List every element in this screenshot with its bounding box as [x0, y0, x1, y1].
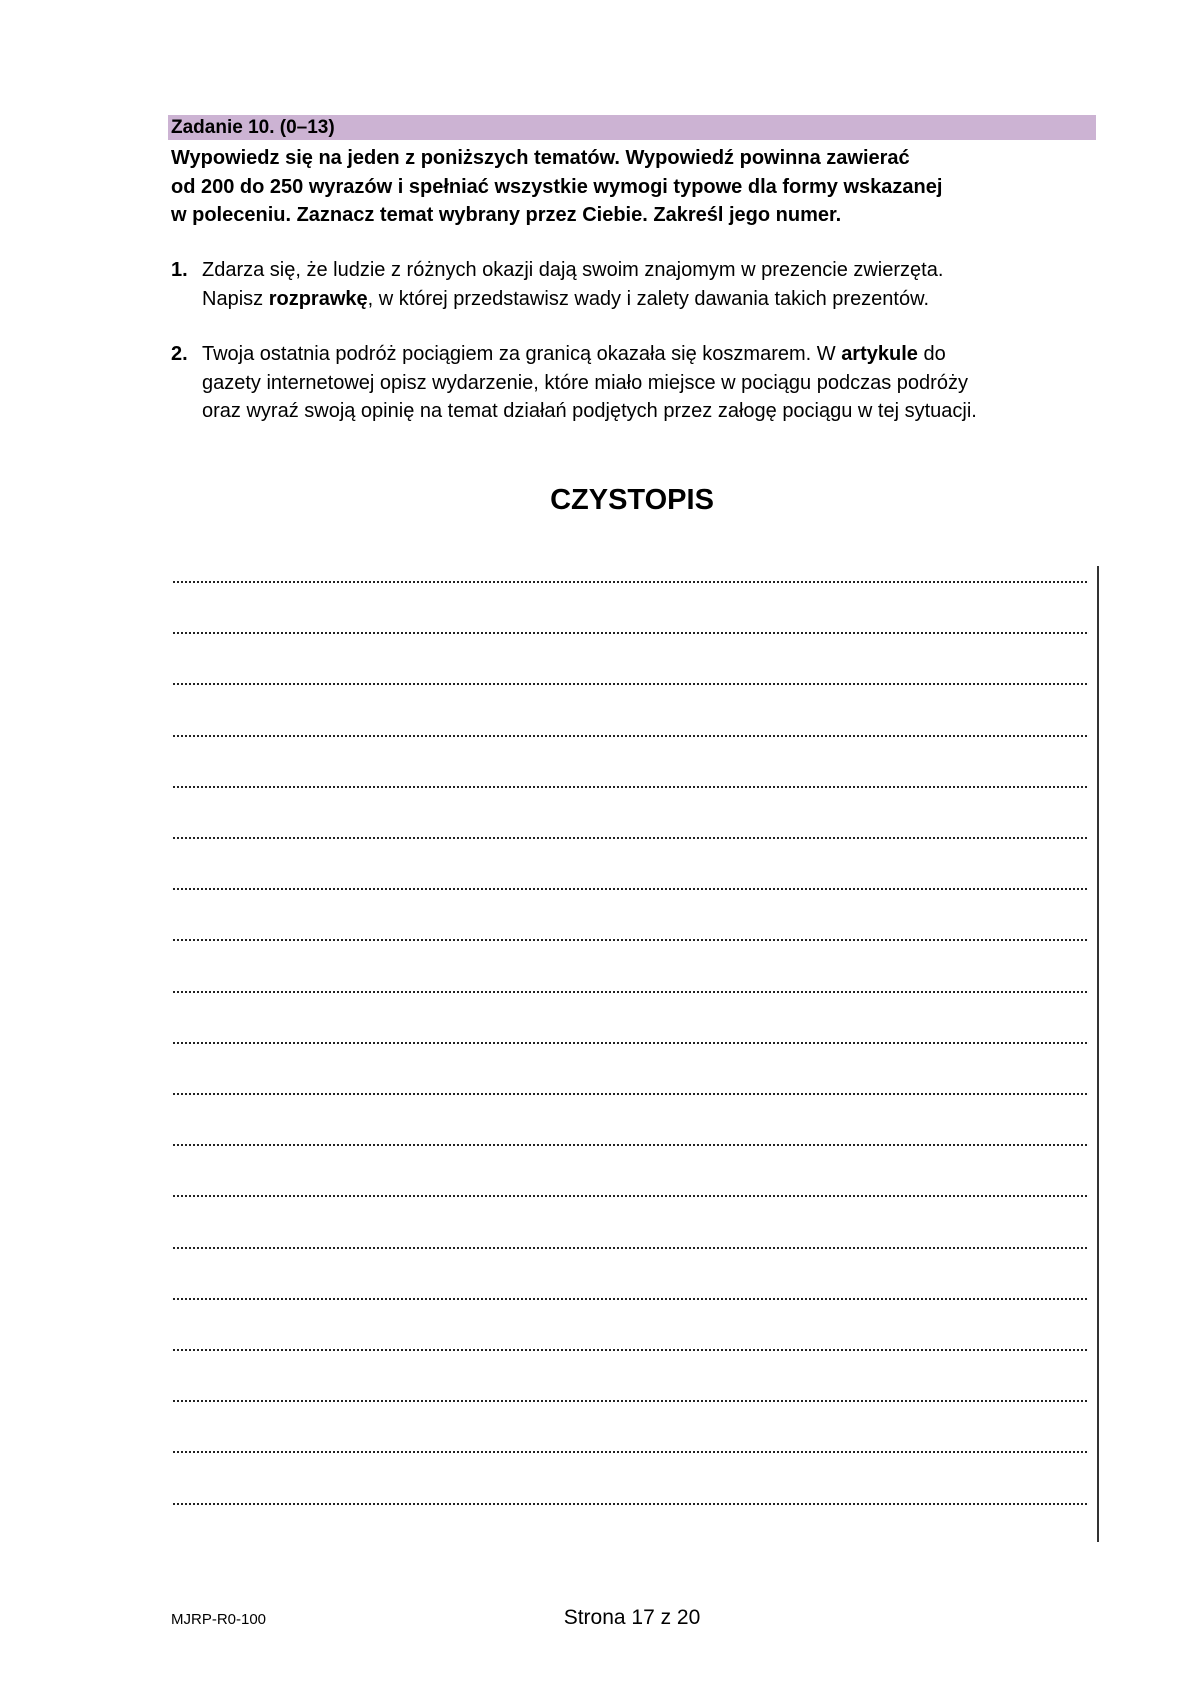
- topic-text: [202, 340, 1091, 426]
- instruction-line: Wypowiedz się na jeden z poniższych tematów. Wypowiedź powinna zawierać: [171, 147, 910, 169]
- topic-line: Zdarza się, że ludzie z różnych okazji dają swoim znajomym w prezencie zwierzęta.: [202, 259, 944, 281]
- task-header: Zadanie 10. (0–13): [168, 115, 1096, 140]
- topic-number[interactable]: 2.: [171, 343, 188, 365]
- instruction-line: od 200 do 250 wyrazów i spełniać wszystkie wymogi typowe dla formy wskazanej: [171, 175, 943, 198]
- writing-line[interactable]: [173, 1144, 1087, 1146]
- topic-line: gazety internetowej opisz wydarzenie, które miało miejsce w pociągu podczas podróży: [202, 371, 968, 394]
- writing-line[interactable]: [173, 1093, 1087, 1095]
- instruction-line: w poleceniu. Zaznacz temat wybrany przez Ciebie. Zakreśl jego numer.: [171, 204, 842, 226]
- topic-text-segment: Napisz: [202, 287, 269, 310]
- writing-line[interactable]: [173, 888, 1087, 890]
- topic-line: [202, 340, 1091, 369]
- writing-line[interactable]: [173, 1247, 1087, 1249]
- writing-line[interactable]: [173, 581, 1087, 583]
- topic-1[interactable]: [171, 256, 1091, 313]
- task-instruction: [171, 144, 1091, 230]
- topic-text-segment: Twoja ostatnia podróż pociągiem za granicą okazała się koszmarem. W: [202, 343, 842, 365]
- writing-line[interactable]: [173, 991, 1087, 993]
- topic-line: [202, 285, 1091, 314]
- writing-line[interactable]: [173, 786, 1087, 788]
- writing-line[interactable]: [173, 837, 1087, 839]
- topic-number[interactable]: 1.: [171, 259, 188, 281]
- writing-line[interactable]: [173, 1042, 1087, 1044]
- writing-line[interactable]: [173, 735, 1087, 737]
- topic-2[interactable]: [171, 340, 1091, 426]
- topic-form-keyword: rozprawkę: [268, 287, 368, 310]
- writing-line[interactable]: [173, 1400, 1087, 1402]
- page-number: Strona 17 z 20: [563, 1606, 701, 1629]
- exam-code: MJRP-R0-100: [171, 1611, 267, 1628]
- writing-line[interactable]: [173, 632, 1087, 634]
- writing-line[interactable]: [173, 683, 1087, 685]
- topic-form-keyword: artykule: [841, 343, 918, 365]
- writing-line[interactable]: [173, 1195, 1087, 1197]
- topic-text-segment: do: [917, 343, 946, 365]
- section-title: CZYSTOPIS: [550, 484, 714, 516]
- margin-rule: [1097, 566, 1099, 1542]
- writing-line[interactable]: [173, 939, 1087, 941]
- answer-writing-area[interactable]: [173, 568, 1087, 1544]
- topic-line: oraz wyraź swoją opinię na temat działań podjętych przez załogę pociągu w tej sytuacji.: [202, 400, 977, 422]
- writing-line[interactable]: [173, 1298, 1087, 1300]
- writing-line[interactable]: [173, 1503, 1087, 1505]
- topic-text-segment: , w której przedstawisz wady i zalety dawania takich prezentów.: [367, 287, 930, 310]
- writing-line[interactable]: [173, 1349, 1087, 1351]
- topic-text: [202, 256, 1091, 313]
- writing-line[interactable]: [173, 1451, 1087, 1453]
